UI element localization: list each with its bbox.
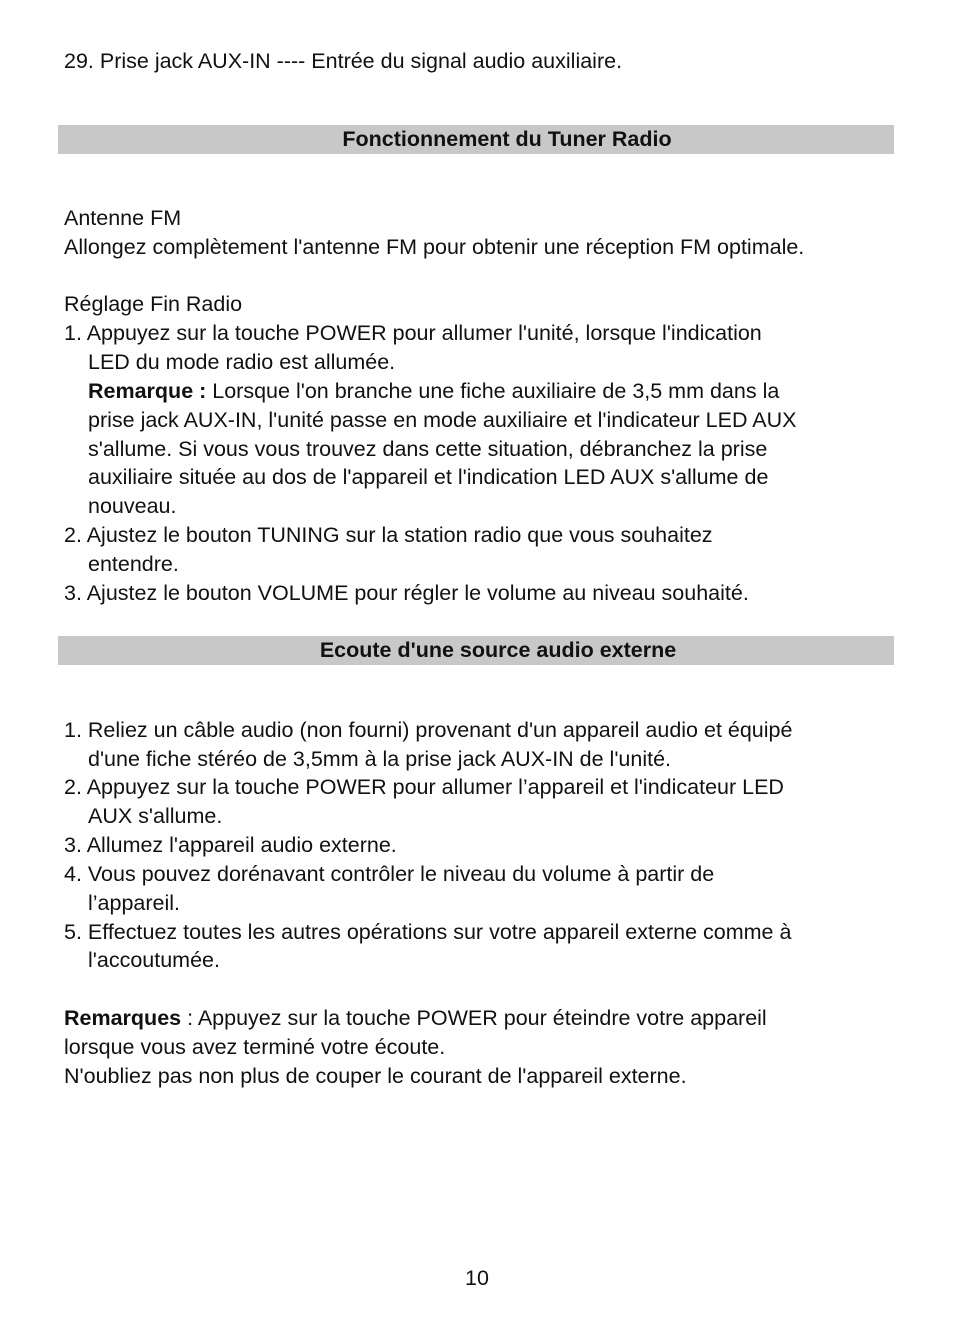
section-title-tuner: Fonctionnement du Tuner Radio [342,127,672,151]
item-29-line: 29. Prise jack AUX-IN ---- Entrée du signal audio auxiliaire. [64,49,623,73]
aux-step-5: 5. Effectuez toutes les autres opérations sur votre appareil externe comme à [64,920,792,944]
fm-antenna-heading: Antenne FM [64,206,182,230]
remarks-text: : Appuyez sur la touche POWER pour éteindre votre appareil [181,1006,767,1030]
remarks-line-2: lorsque vous avez terminé votre écoute. [64,1035,446,1059]
note-label: Remarque : [88,379,207,403]
tuner-step-2-cont: entendre. [88,552,179,576]
aux-step-3: 3. Allumez l'appareil audio externe. [64,833,397,857]
section-header-bar [58,125,894,154]
aux-step-5-cont: l'accoutumée. [88,948,220,972]
section-title-external-audio: Ecoute d'une source audio externe [319,638,677,662]
tuner-step-1-cont: LED du mode radio est allumée. [88,350,396,374]
fm-antenna-text: Allongez complètement l'antenne FM pour obtenir une réception FM optimale. [64,235,805,259]
tuner-note-line-3: s'allume. Si vous vous trouvez dans cette situation, débranchez la prise [88,437,768,461]
tuner-note-line-4: auxiliaire située au dos de l'appareil et l'indication LED AUX s'allume de [88,465,769,489]
remarks-line-1 [64,1004,767,1033]
remarks-label: Remarques [64,1006,182,1030]
section-header-bar [58,636,894,665]
aux-step-4-cont: l’appareil. [88,891,181,915]
note-text: Lorsque l'on branche une fiche auxiliaire de 3,5 mm dans la [206,379,780,403]
tuner-note-line-5: nouveau. [88,494,177,518]
tuner-step-3: 3. Ajustez le bouton VOLUME pour régler le volume au niveau souhaité. [64,581,749,605]
aux-step-2-cont: AUX s'allume. [88,804,223,828]
remarks-line-3: N'oubliez pas non plus de couper le courant de l'appareil externe. [64,1064,687,1088]
tuner-step-2: 2. Ajustez le bouton TUNING sur la station radio que vous souhaitez [64,523,713,547]
aux-step-2: 2. Appuyez sur la touche POWER pour allumer l’appareil et l'indicateur LED [64,775,784,799]
fine-tuning-heading: Réglage Fin Radio [64,292,243,316]
tuner-note-line-1 [88,377,779,406]
tuner-note-line-2: prise jack AUX-IN, l'unité passe en mode auxiliaire et l'indicateur LED AUX [88,408,797,432]
page-number: 10 [465,1266,489,1290]
aux-step-4: 4. Vous pouvez dorénavant contrôler le niveau du volume à partir de [64,862,715,886]
aux-step-1: 1. Reliez un câble audio (non fourni) provenant d'un appareil audio et équipé [64,718,793,742]
tuner-step-1: 1. Appuyez sur la touche POWER pour allumer l'unité, lorsque l'indication [64,321,762,345]
aux-step-1-cont: d'une fiche stéréo de 3,5mm à la prise jack AUX-IN de l'unité. [88,747,672,771]
